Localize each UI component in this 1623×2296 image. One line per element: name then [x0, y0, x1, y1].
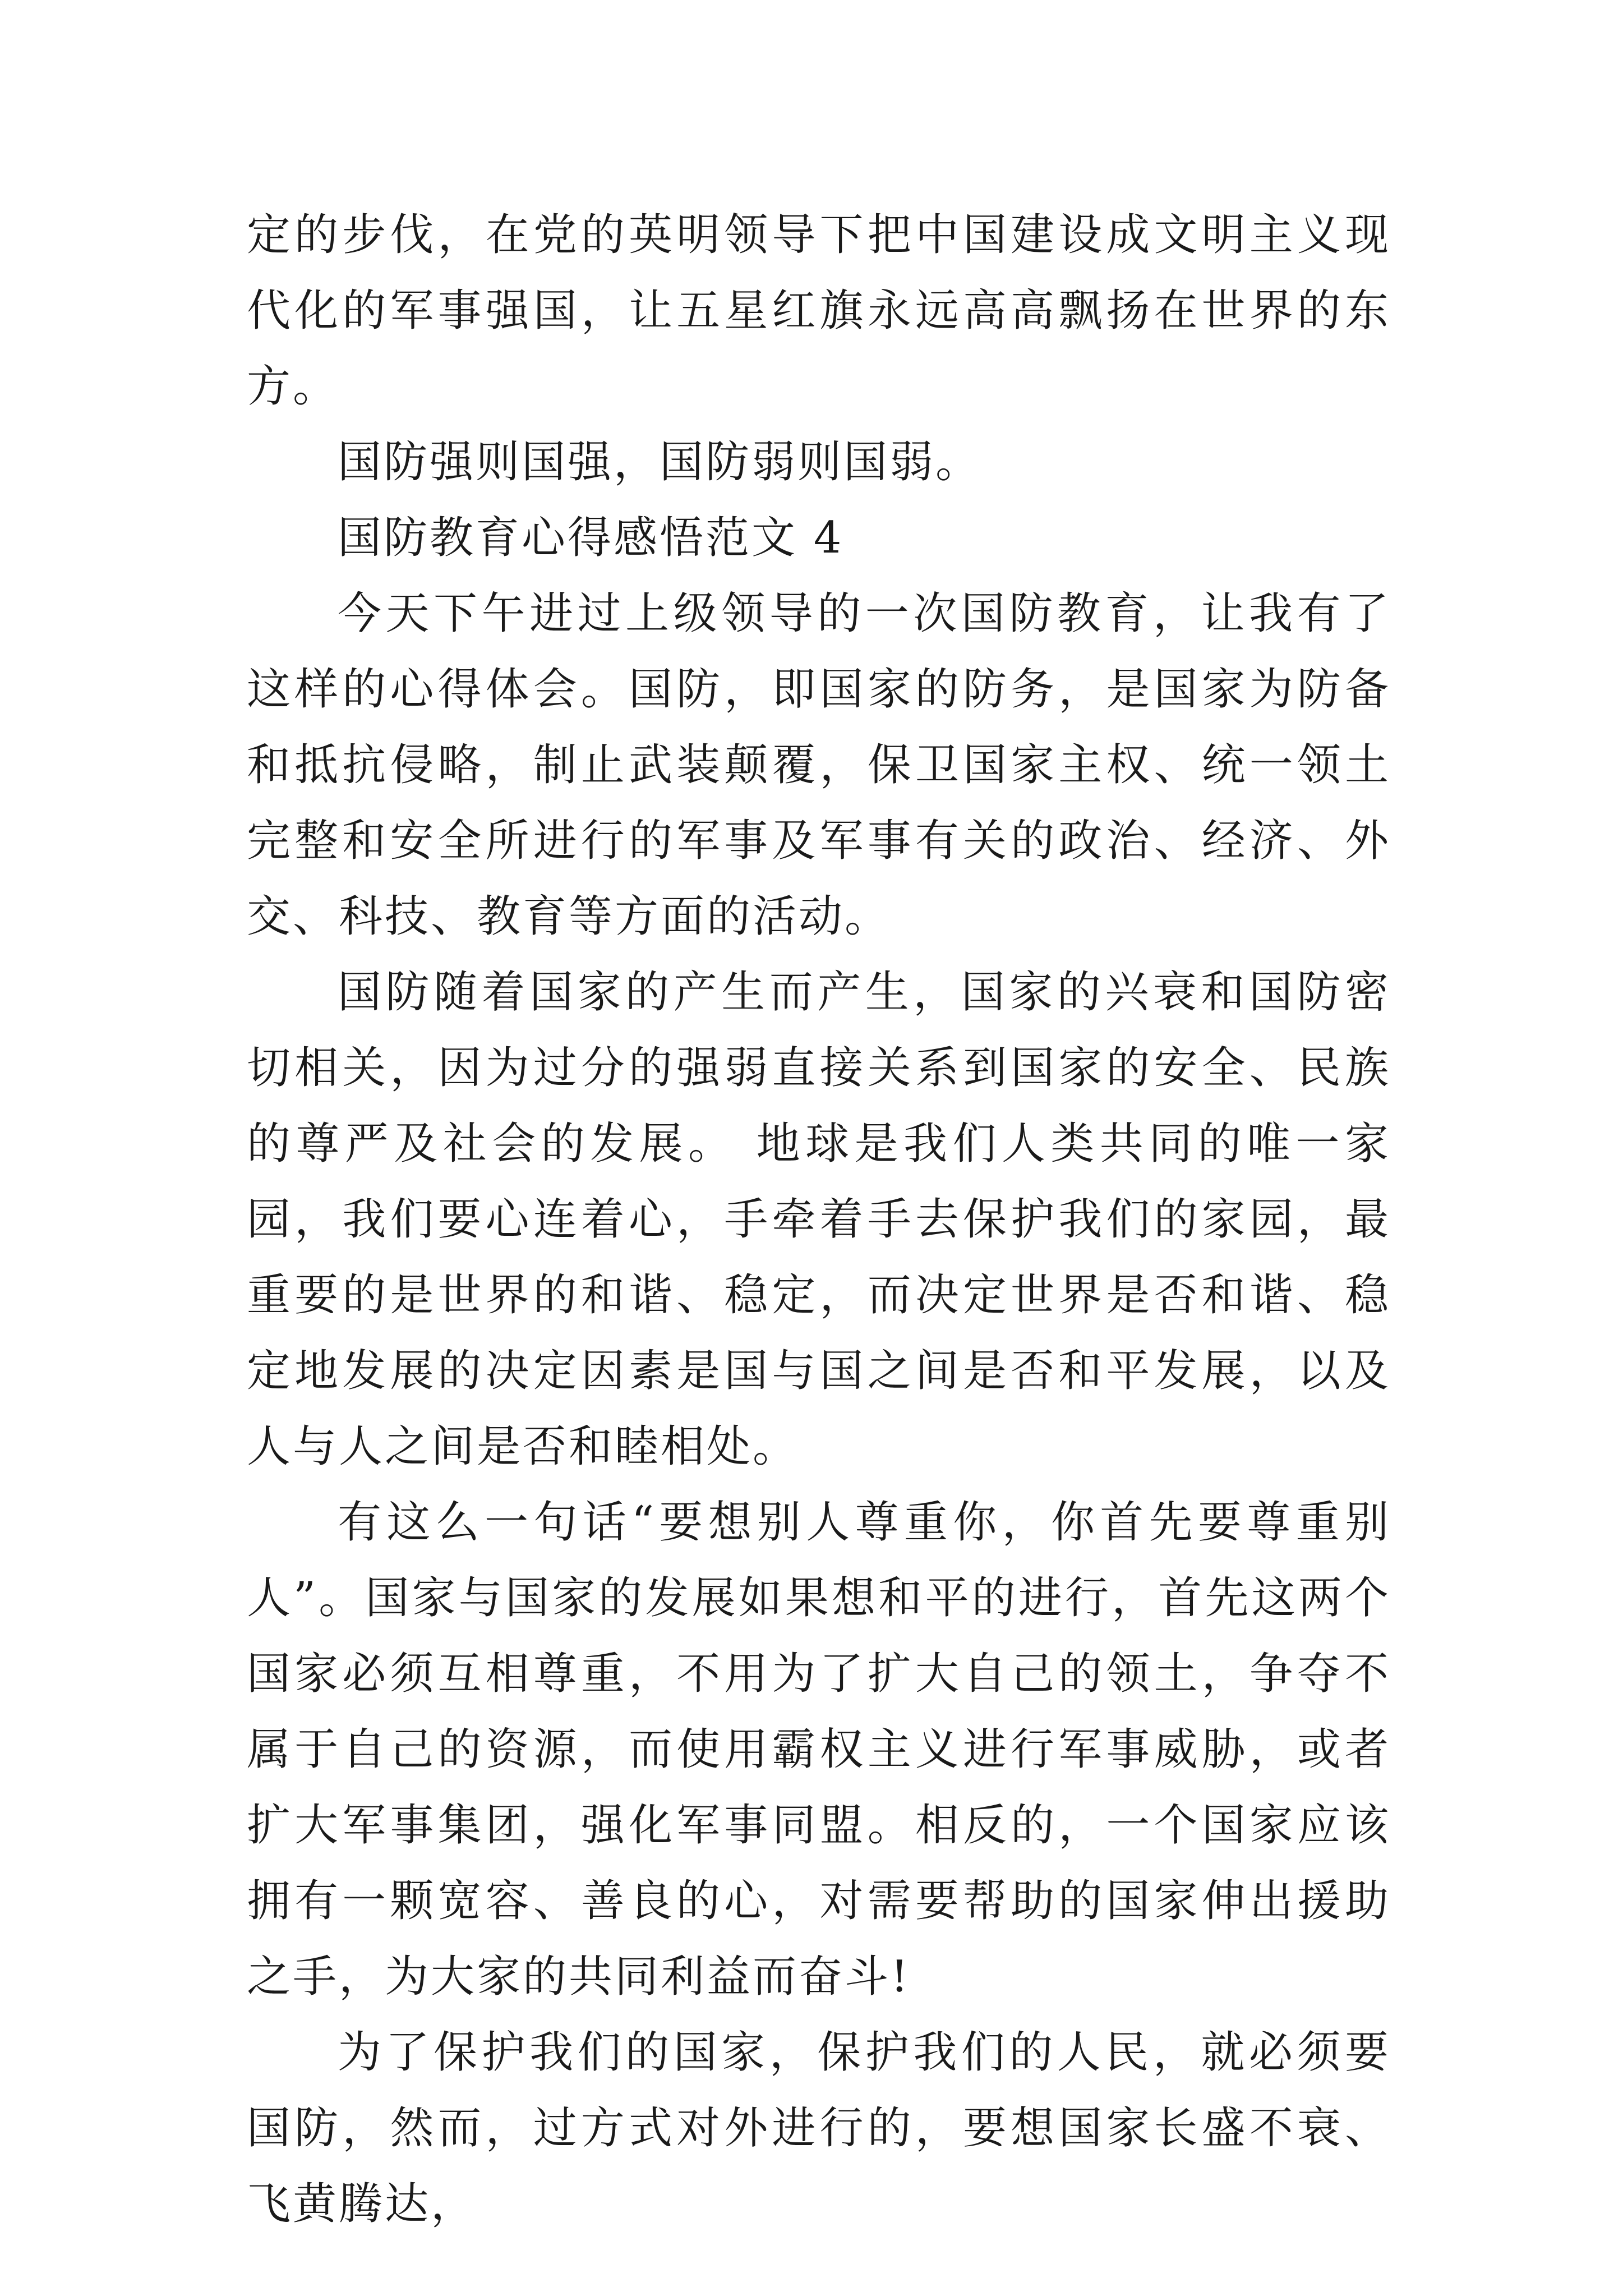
paragraph: 有这么一句话“要想别人尊重你，你首先要尊重别人”。国家与国家的发展如果想和平的进行，首先这两个国家必须互相尊重，不用为了扩大自己的领土，争夺不属于自己的资源，而使用霸权主义进行军事威胁，或者扩大军事集团，强化军事同盟。相反的，一个国家应该拥有一颗宽容、善良的心，对需要帮助的国家伸出援助之手，为大家的共同利益而奋斗! [247, 1497, 1391, 2002]
paragraph: 为了保护我们的国家，保护我们的人民，就必须要国防，然而，过方式对外进行的，要想国家长盛不衰、飞黄腾达， [247, 2027, 1391, 2229]
paragraph-slogan: 国防强则国强，国防弱则国弱。 [338, 437, 982, 487]
paragraph: 国防随着国家的产生而产生，国家的兴衰和国防密切相关，因为过分的强弱直接关系到国家的安全、民族的尊严及社会的发展。 地球是我们人类共同的唯一家园，我们要心连着心，手牵着手去保护我们的家园，最重要的是世界的和谐、稳定，而决定世界是否和谐、稳定地发展的决定因素是国与国之间是否和平发展，以及人与人之间是否和睦相处。 [247, 967, 1391, 1472]
section-heading: 国防教育心得感悟范文 4 [338, 513, 844, 563]
paragraph-continuation: 定的步伐，在党的英明领导下把中国建设成文明主义现代化的军事强国，让五星红旗永远高高飘扬在世界的东方。 [247, 210, 1391, 412]
paragraph: 今天下午进过上级领导的一次国防教育，让我有了这样的心得体会。国防，即国家的防务，是国家为防备和抵抗侵略，制止武装颠覆，保卫国家主权、统一领土完整和安全所进行的军事及军事有关的政治、经济、外交、科技、教育等方面的活动。 [247, 588, 1391, 942]
document-body [247, 197, 1391, 2242]
